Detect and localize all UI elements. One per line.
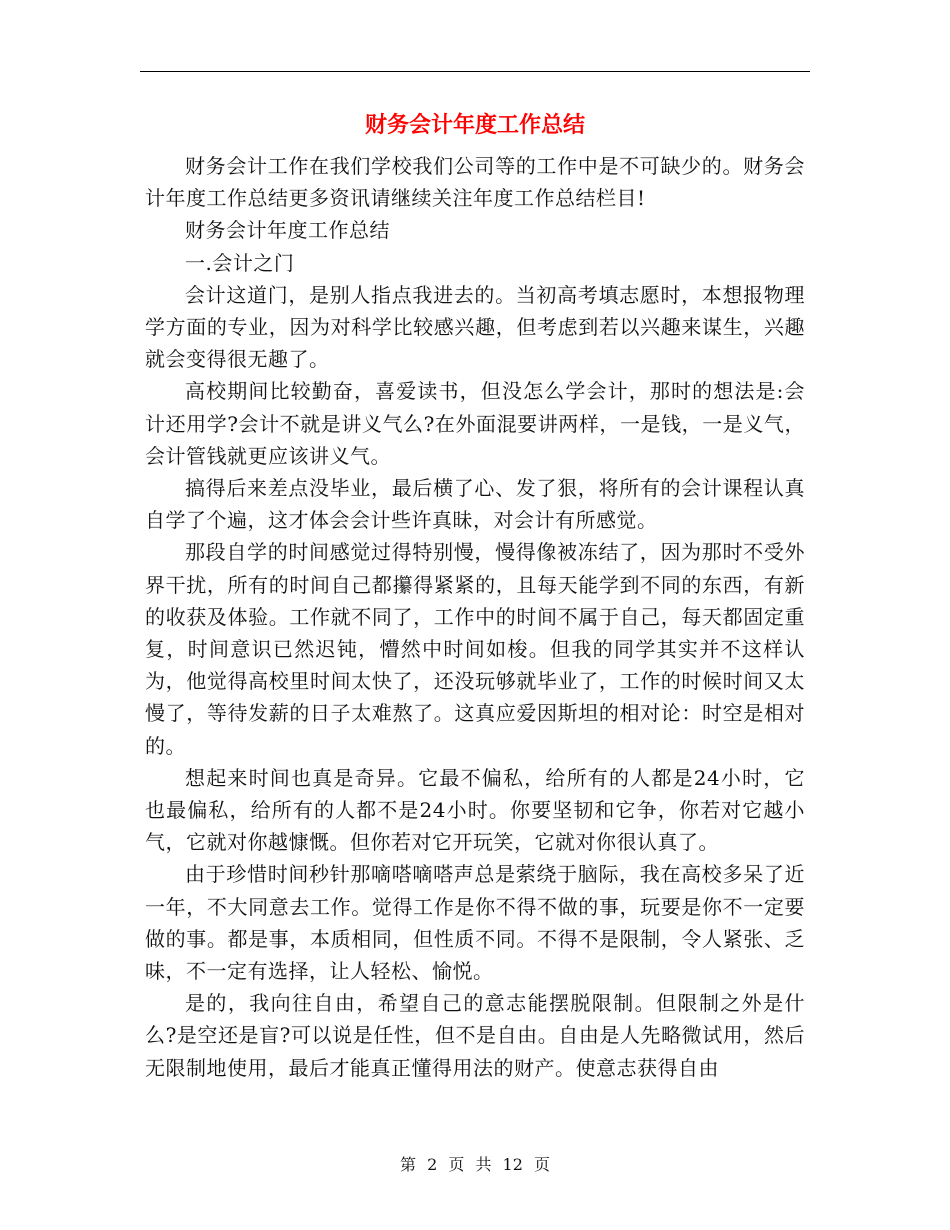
paragraph: 想起来时间也真是奇异。它最不偏私，给所有的人都是24小时，它也最偏私，给所有的人都不是24小时。你要坚韧和它争，你若对它越小气，它就对你越慷慨。但你若对它开玩笑，它就对你很认真了。 <box>145 765 805 855</box>
document-body <box>145 150 805 1084</box>
document-title: 财务会计年度工作总结 <box>364 112 585 138</box>
paragraph: 是的，我向往自由，希望自己的意志能摆脱限制。但限制之外是什么?是空还是盲?可以说是任性，但不是自由。自由是人先略微试用，然后无限制地使用，最后才能真正懂得用法的财产。使意志获得自由 <box>145 991 805 1080</box>
paragraph: 搞得后来差点没毕业，最后横了心、发了狠，将所有的会计课程认真自学了个遍，这才体会会计些许真昧，对会计有所感觉。 <box>145 476 805 533</box>
paragraph: 会计这道门，是别人指点我进去的。当初高考填志愿时，本想报物理学方面的专业，因为对科学比较感兴趣，但考虑到若以兴趣来谋生，兴趣就会变得很无趣了。 <box>145 282 805 372</box>
paragraph: 由于珍惜时间秒针那嘀嗒嘀嗒声总是萦绕于脑际，我在高校多呆了近一年，不大同意去工作。觉得工作是你不得不做的事，玩要是你不一定要做的事。都是事，本质相同，但性质不同。不得不是限制，令人紧张、乏味，不一定有选择，让人轻松、愉悦。 <box>145 862 805 984</box>
paragraph-subtitle: 财务会计年度工作总结 <box>185 218 390 243</box>
paragraph-intro: 财务会计工作在我们学校我们公司等的工作中是不可缺少的。财务会计年度工作总结更多资讯请继续关注年度工作总结栏目! <box>145 154 805 211</box>
paragraph: 高校期间比较勤奋，喜爱读书，但没怎么学会计，那时的想法是:会计还用学?会计不就是讲义气么?在外面混要讲两样，一是钱，一是义气，会计管钱就更应该讲义气。 <box>145 379 805 468</box>
paragraph: 那段自学的时间感觉过得特别慢，慢得像被冻结了，因为那时不受外界干扰，所有的时间自己都攥得紧紧的，且每天能学到不同的东西，有新的收获及体验。工作就不同了，工作中的时间不属于自己，每天都固定重复，时间意识已然迟钝，懵然中时间如梭。但我的同学其实并不这样认为，他觉得高校里时间太快了，还没玩够就毕业了，工作的时候时间又太慢了，等待发薪的日子太难熬了。这真应爱因斯坦的相对论：时空是相对的。 <box>145 540 805 758</box>
section-heading: 一.会计之门 <box>185 250 295 275</box>
page-number-footer: 第 2 页 共 12 页 <box>400 1155 550 1174</box>
header-rule <box>140 71 810 72</box>
